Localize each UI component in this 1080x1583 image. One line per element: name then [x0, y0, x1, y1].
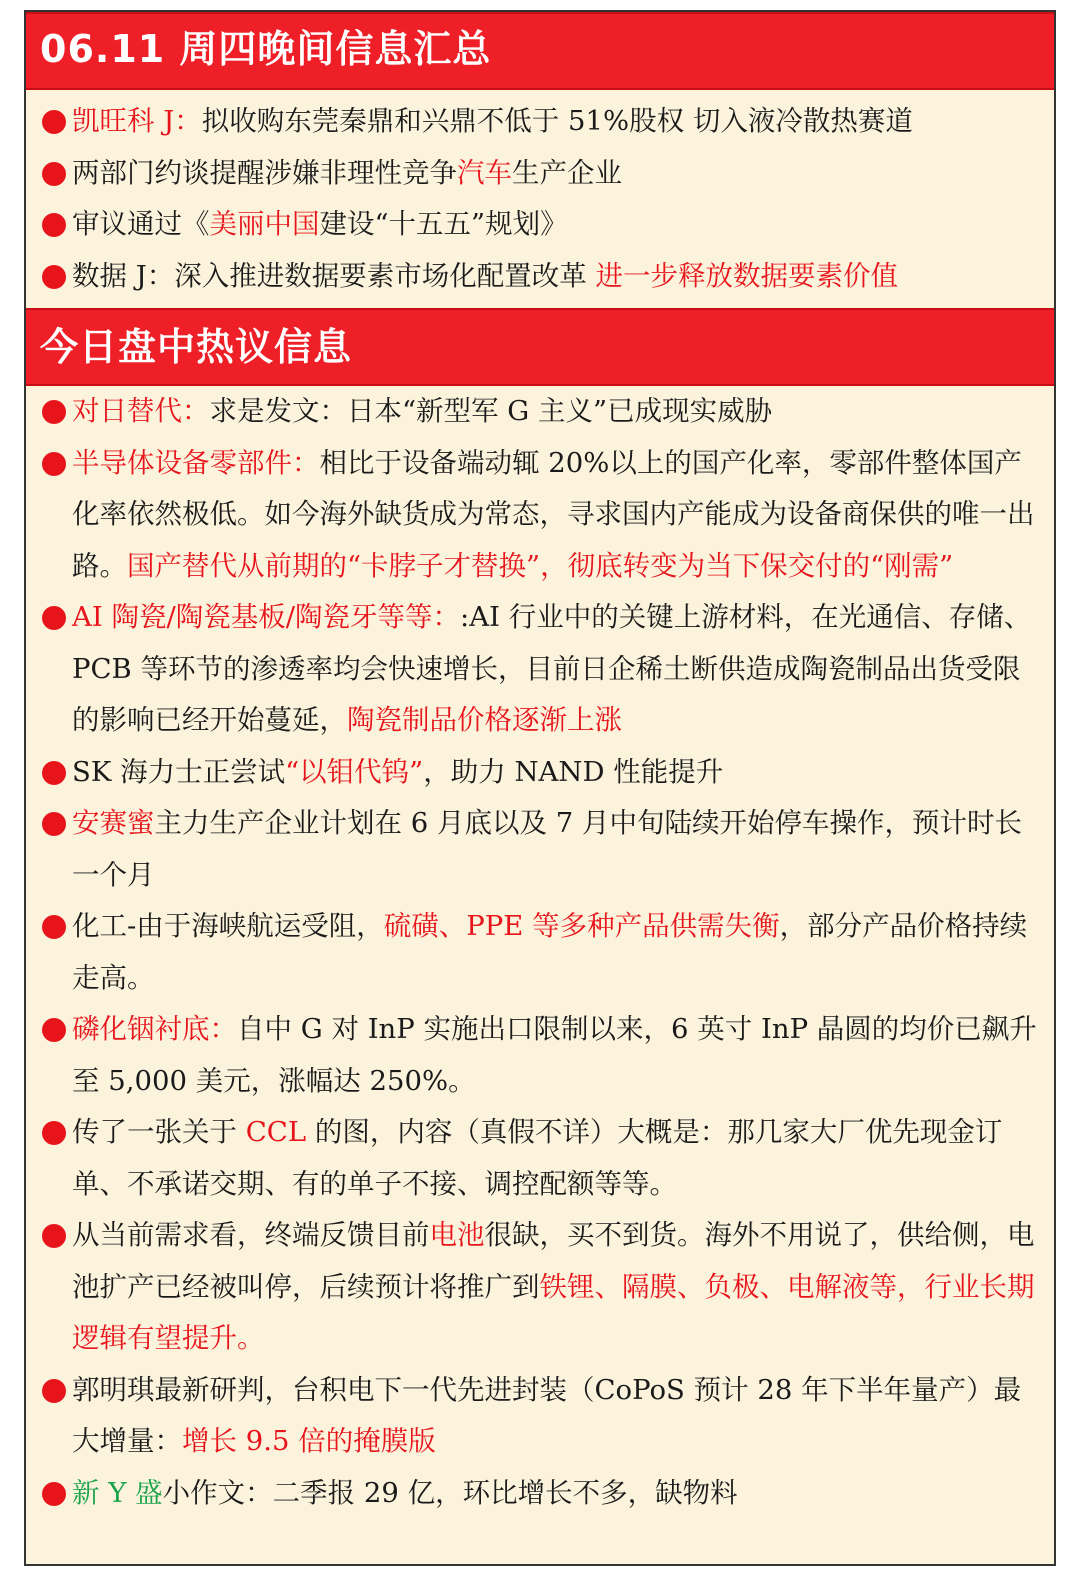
- red-dot-icon: [42, 400, 66, 424]
- list-item: AI 陶瓷/陶瓷基板/陶瓷牙等等：:AI 行业中的关键上游材料，在光通信、存储、PCB 等环节的渗透率均会快速增长，目前日企稀土断供造成陶瓷制品出货受限的影响已经开始蔓延，陶瓷制品价格逐渐上涨: [26, 592, 1054, 747]
- list-item: 审议通过《美丽中国建设“十五五”规划》: [26, 199, 1054, 251]
- header-intraday-hot-topics: [26, 308, 1054, 386]
- list-item: 化工-由于海峡航运受阻，硫磺、PPE 等多种产品供需失衡，部分产品价格持续走高。: [26, 901, 1054, 1004]
- evening-news-list: [26, 90, 1054, 308]
- header-evening-summary: [26, 12, 1054, 90]
- list-item: 两部门约谈提醒涉嫌非理性竞争汽车生产企业: [26, 148, 1054, 200]
- red-dot-icon: [42, 606, 66, 630]
- red-dot-icon: [42, 110, 66, 134]
- red-dot-icon: [42, 452, 66, 476]
- red-dot-icon: [42, 162, 66, 186]
- list-item: 凯旺科 J：拟收购东莞秦鼎和兴鼎不低于 51%股权 切入液冷散热赛道: [26, 96, 1054, 148]
- red-dot-icon: [42, 915, 66, 939]
- list-item: 新 Y 盛小作文：二季报 29 亿，环比增长不多，缺物料: [26, 1468, 1054, 1520]
- list-item: 郭明琪最新研判，台积电下一代先进封装（CoPoS 预计 28 年下半年量产）最大增量：增长 9.5 倍的掩膜版: [26, 1365, 1054, 1468]
- red-dot-icon: [42, 265, 66, 289]
- section-title: 今日盘中热议信息: [40, 325, 353, 369]
- red-dot-icon: [42, 1379, 66, 1403]
- red-dot-icon: [42, 1482, 66, 1506]
- red-dot-icon: [42, 812, 66, 836]
- list-item: 半导体设备零部件：相比于设备端动辄 20%以上的国产化率，零部件整体国产化率依然极低。如今海外缺货成为常态，寻求国内产能成为设备商保供的唯一出路。国产替代从前期的“卡脖子才替换”，彻底转变为当下保交付的“刚需”: [26, 438, 1054, 593]
- list-item: 安赛蜜主力生产企业计划在 6 月底以及 7 月中旬陆续开始停车操作，预计时长一个月: [26, 798, 1054, 901]
- list-item: 从当前需求看，终端反馈目前电池很缺，买不到货。海外不用说了，供给侧，电池扩产已经被叫停，后续预计将推广到铁锂、隔膜、负极、电解液等，行业长期逻辑有望提升。: [26, 1210, 1054, 1365]
- list-item: SK 海力士正尝试“以钼代钨”，助力 NAND 性能提升: [26, 747, 1054, 799]
- list-item: 数据 J：深入推进数据要素市场化配置改革 进一步释放数据要素价值: [26, 251, 1054, 303]
- page-title: 06.11 周四晚间信息汇总: [40, 27, 492, 71]
- news-summary-card: [24, 10, 1056, 1566]
- intraday-news-list: [26, 386, 1054, 1519]
- red-dot-icon: [42, 1121, 66, 1145]
- list-item: 对日替代：求是发文：日本“新型军 G 主义”已成现实威胁: [26, 386, 1054, 438]
- red-dot-icon: [42, 761, 66, 785]
- red-dot-icon: [42, 1018, 66, 1042]
- list-item: 传了一张关于 CCL 的图，内容（真假不详）大概是：那几家大厂优先现金订单、不承诺交期、有的单子不接、调控配额等等。: [26, 1107, 1054, 1210]
- list-item: 磷化铟衬底：自中 G 对 InP 实施出口限制以来，6 英寸 InP 晶圆的均价已飙升至 5,000 美元，涨幅达 250%。: [26, 1004, 1054, 1107]
- red-dot-icon: [42, 213, 66, 237]
- red-dot-icon: [42, 1224, 66, 1248]
